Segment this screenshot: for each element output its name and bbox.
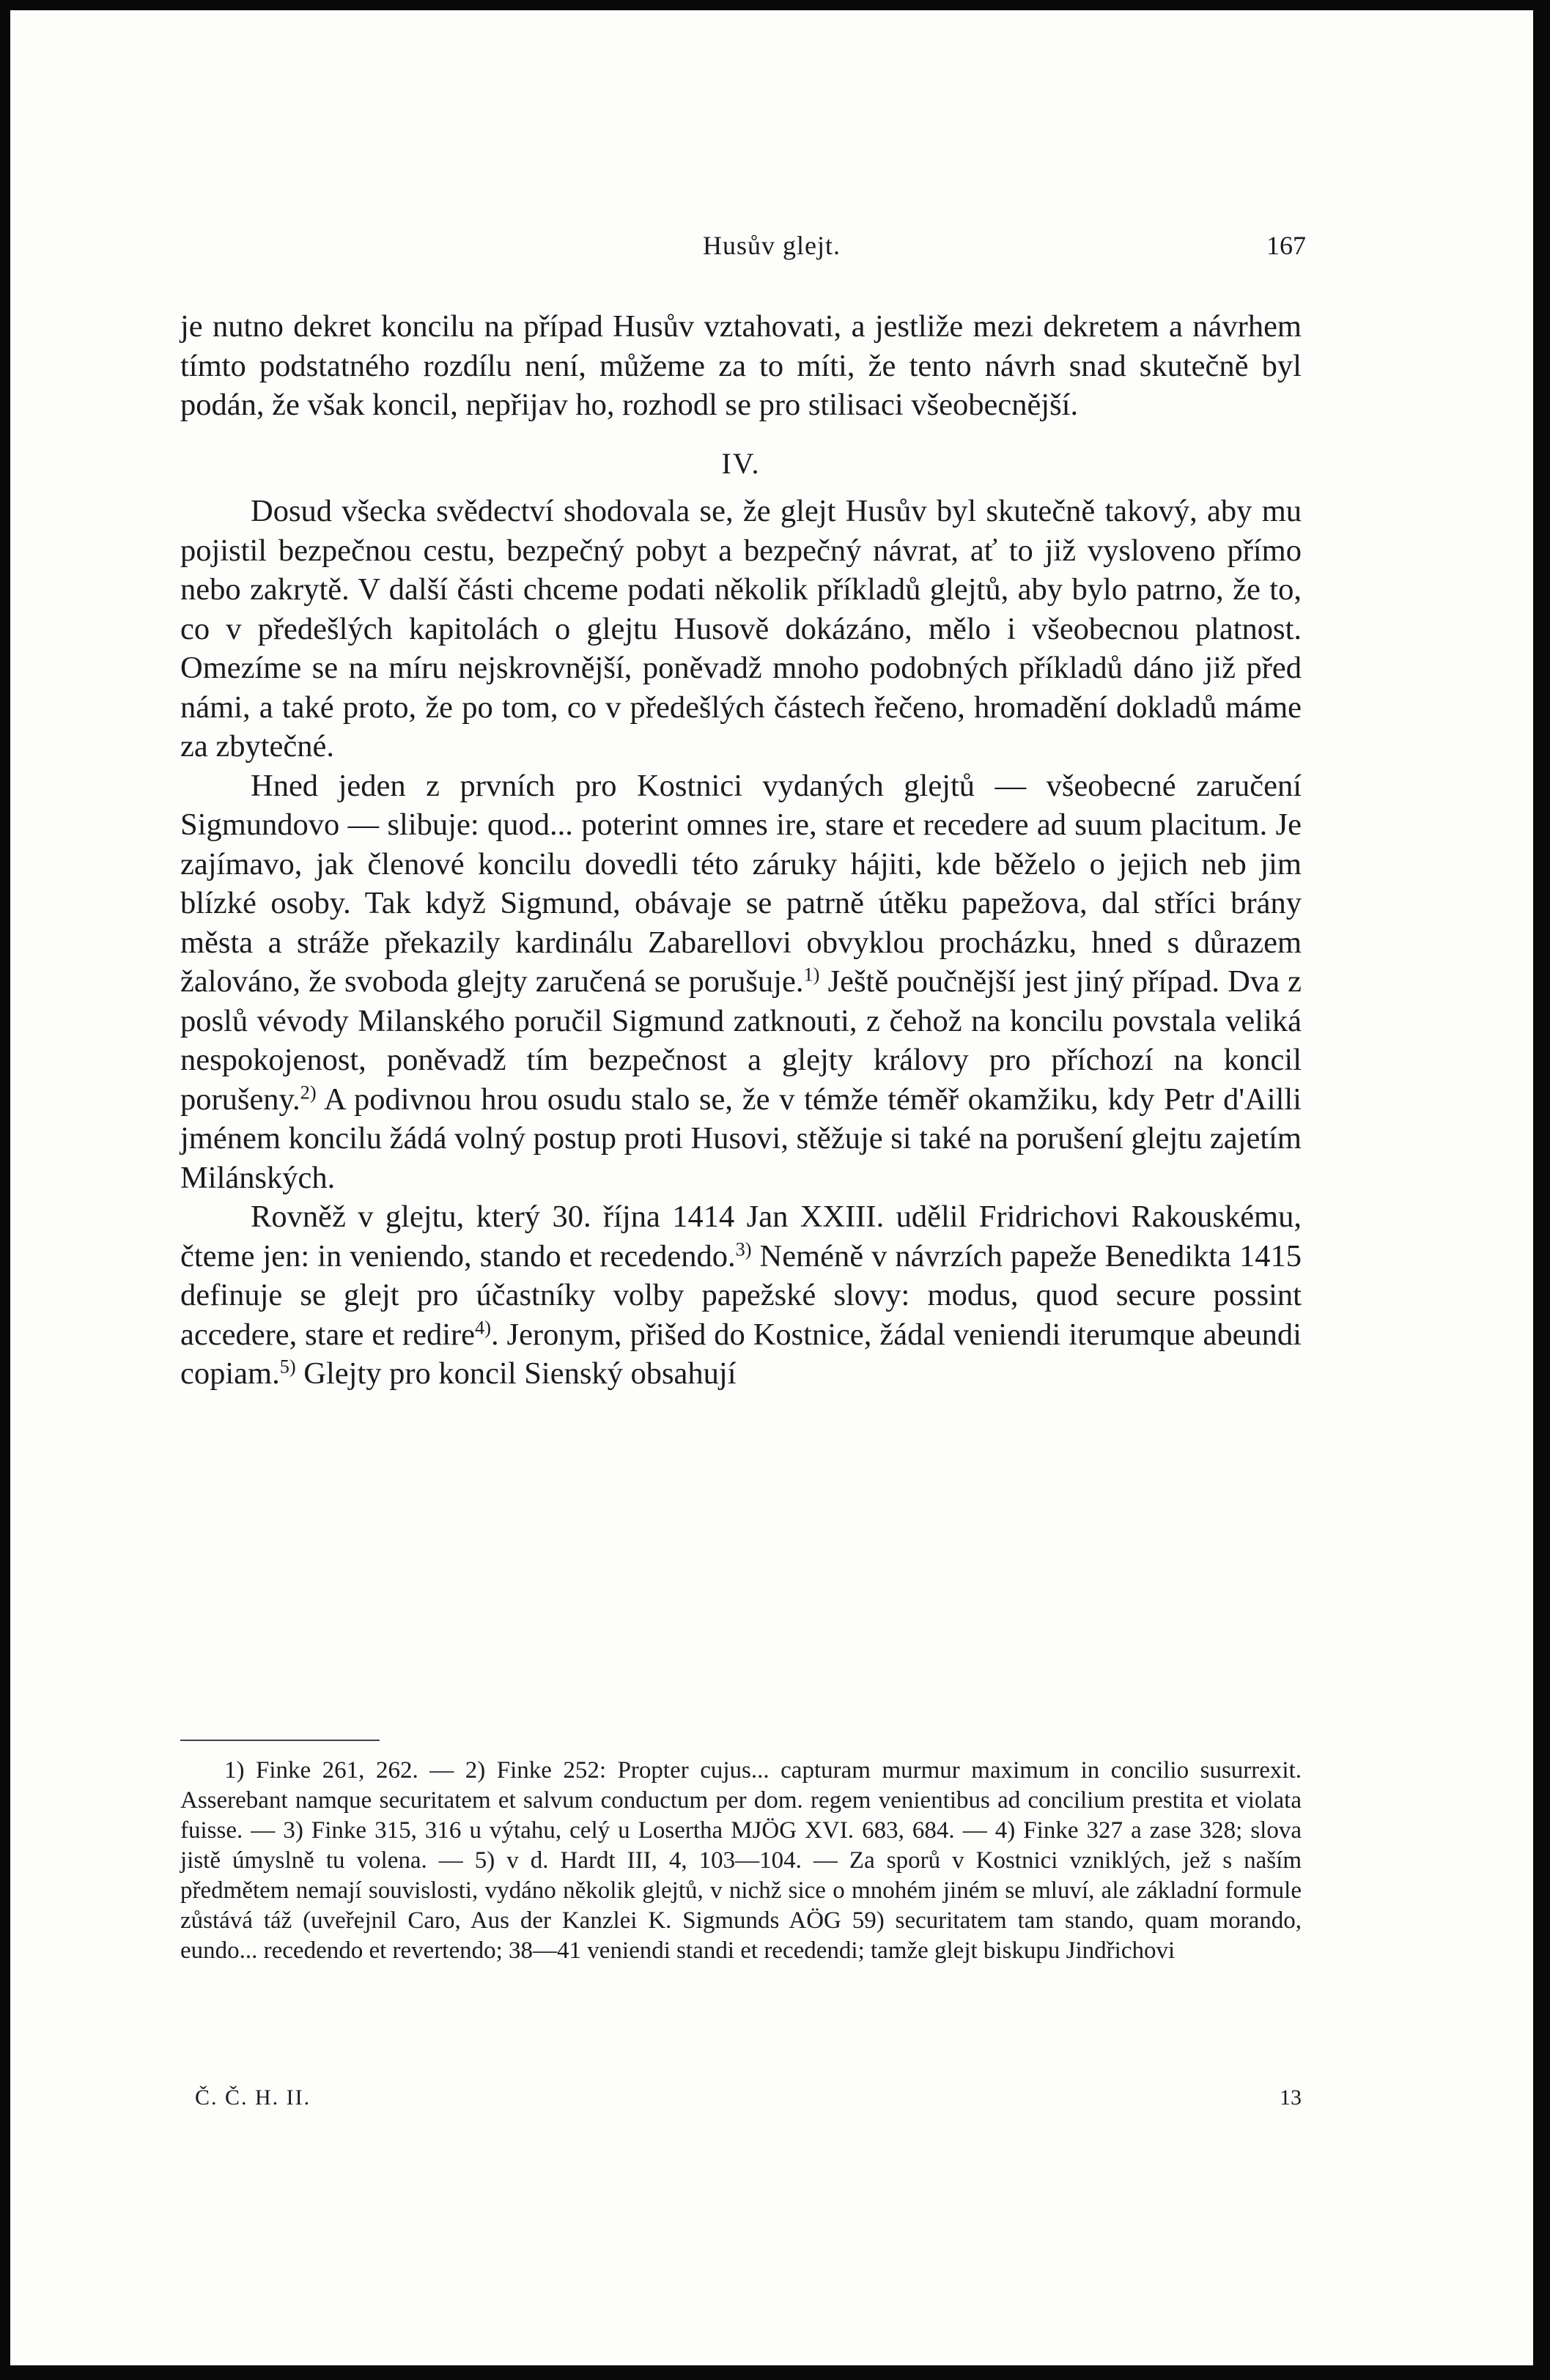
running-head [10, 230, 1533, 274]
document-page [10, 10, 1533, 2365]
paragraph-hned-part-1: Hned jeden z prvních pro Kostnici vydaných glejtů — všeobecné zaručení Sigmundovo — slibuje: quod... poterint omnes ire, stare et recedere ad suum placitum. Je zajímavo, jak členové koncilu dovedli této záruky hájiti, kde běželo o jejich neb jim blízké osoby. Tak když Sigmund, obávaje se patrně útěku papežova, dal stříci brány města a stráže překazily kardinálu Zabarellovi obvyklou procházku, hned s důrazem žalováno, že svoboda glejty zaručená se porušuje. [180, 768, 1302, 999]
footnote-ref-4: 4) [475, 1317, 491, 1339]
paragraph-hned [180, 766, 1302, 1198]
section-heading: IV. [721, 446, 761, 480]
paragraph-continuation: je nutno dekret koncilu na případ Husův vztahovati, a jestliže mezi dekretem a návrhem tímto podstatného rozdílu není, můžeme za to míti, že tento návrh snad skutečně byl podán, že však koncil, nepřijav ho, rozhodl se pro stilisaci všeobecnější. [180, 309, 1302, 422]
paragraph-rovnez-part-4: Glejty pro koncil Sienský obsahují [295, 1356, 737, 1391]
footnote-ref-3: 3) [735, 1238, 752, 1260]
paragraph-rovnez-part-1: Rovněž v glejtu, který 30. října 1414 Jan XXIII. udělil Fridrichovi Rakouskému, čteme jen: in veniendo, stando et recedendo. [180, 1200, 1302, 1274]
paragraph-hned-part-3: A podivnou hrou osudu stalo se, že v témže téměř okamžiku, kdy Petr d'Ailli jménem koncilu žádá volný postup proti Husovi, stěžuje si také na porušení glejtu zajetím Milánských. [180, 1082, 1302, 1195]
paragraph-rovnez-part-3: . Jeronym, přišed do Kostnice, žádal veniendi iterumque abeundi copiam. [180, 1317, 1302, 1391]
footnote-separator [180, 1740, 380, 1741]
sheet-number: 13 [1280, 2085, 1302, 2110]
paragraph-rovnez-part-2: Neméně v návrzích papeže Benedikta 1415 definuje se glejt pro účastníky volby papežské slovy: modus, quod secure possint accedere, stare et redire [180, 1238, 1302, 1352]
body-text [180, 307, 1302, 1394]
running-title: Husův glejt. [703, 231, 841, 260]
paragraph-hned-part-2: Ještě poučnější jest jiný případ. Dva z poslů vévody Milanského poručil Sigmund zatknouti, z čehož na koncilu povstala veliká nespokojenost, poněvadž tím bezpečnost a glejty královy pro příchozí na koncil porušeny. [180, 964, 1302, 1117]
paragraph-rovnez [180, 1197, 1302, 1394]
footnote-ref-2: 2) [300, 1082, 317, 1104]
signature-line [180, 2085, 1302, 2115]
footnote-ref-5: 5) [279, 1356, 296, 1378]
paragraph-dosud: Dosud všecka svědectví shodovala se, že glejt Husův byl skutečně takový, aby mu pojistil bezpečnou cestu, bezpečný pobyt a bezpečný návrat, ať to již vysloveno přímo nebo zakrytě. V další části chceme podati několik příkladů glejtů, aby bylo patrno, že to, co v předešlých kapitolách o glejtu Husově dokázáno, mělo i všeobecnou platnost. Omezíme se na míru nejskrovnější, poněvadž mnoho podobných příkladů dáno již před námi, a také proto, že po tom, co v předešlých částech řečeno, hromadění dokladů máme za zbytečné. [180, 494, 1302, 764]
footnotes [180, 1756, 1302, 1966]
page-number: 167 [1266, 231, 1306, 260]
publication-signature: Č. Č. H. II. [195, 2085, 311, 2110]
footnote-ref-1: 1) [803, 964, 820, 986]
footnote-text: 1) Finke 261, 262. — 2) Finke 252: Propter cujus... capturam murmur maximum in concilio susurrexit. Asserebant namque securitatem et salvum conductum per dom. regem venientibus ad concilium prestita et violata fuisse. — 3) Finke 315, 316 u výtahu, celý u Losertha MJÖG XVI. 683, 684. — 4) Finke 327 a zase 328; slova jistě úmyslně tu volena. — 5) v d. Hardt III, 4, 103—104. — Za sporů v Kostnici vzniklých, jež s naším předmětem nemají souvislosti, vydáno několik glejtů, v nichž sice o mnohém jiném se mluví, ale základní formule zůstává táž (uveřejnil Caro, Aus der Kanzlei K. Sigmunds AÖG 59) securitatem tam stando, quam morando, eundo... recedendo et revertendo; 38—41 veniendi standi et recedendi; tamže glejt biskupu Jindřichovi [180, 1757, 1302, 1964]
